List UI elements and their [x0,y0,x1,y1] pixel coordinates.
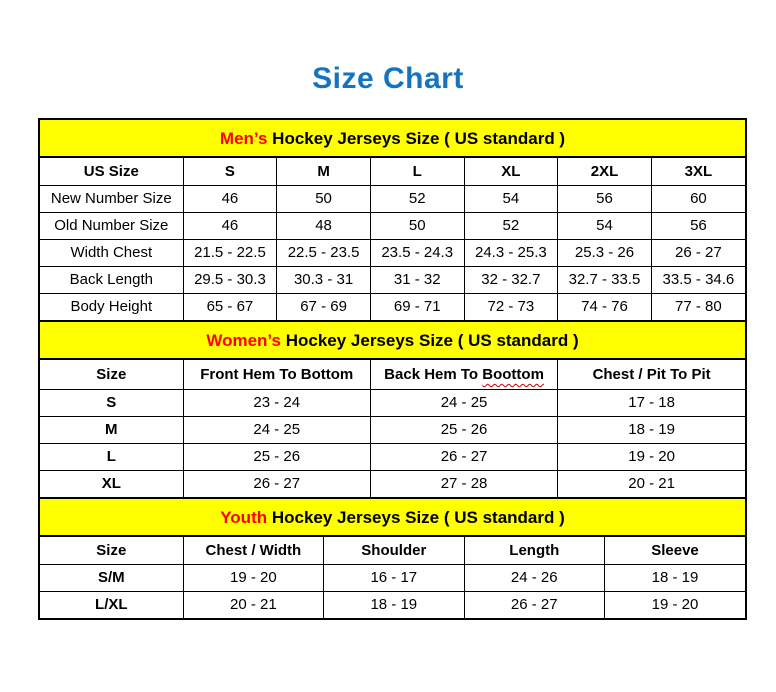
table-row [40,564,745,591]
size-value: 72 - 73 [464,293,558,320]
column-header: Front Hem To Bottom [183,360,370,389]
size-value: 19 - 20 [558,443,745,470]
size-value: 24 - 26 [464,564,604,591]
size-value: 29.5 - 30.3 [183,266,277,293]
size-value: 19 - 20 [183,564,323,591]
table-row [40,212,745,239]
row-label: L/XL [40,591,183,618]
size-value: 46 [183,212,277,239]
size-value: 54 [558,212,652,239]
mens-section [40,120,745,320]
youth-size-table [40,537,745,618]
header-row [40,360,745,389]
column-header: XL [464,158,558,185]
column-header: Back Hem To Boottom [370,360,557,389]
size-value: 18 - 19 [324,591,464,618]
size-value: 67 - 69 [277,293,371,320]
size-value: 32.7 - 33.5 [558,266,652,293]
header-row [40,537,745,564]
size-value: 24 - 25 [370,389,557,416]
row-label: S [40,389,183,416]
youth-section-header-band [40,497,745,537]
size-value: 50 [370,212,464,239]
table-row [40,591,745,618]
size-value: 24.3 - 25.3 [464,239,558,266]
page-title: Size Chart [312,62,464,95]
table-row [40,470,745,497]
size-value: 25 - 26 [183,443,370,470]
size-chart-container [38,118,747,620]
size-value: 18 - 19 [558,416,745,443]
womens-size-table [40,360,745,497]
size-value: 54 [464,185,558,212]
column-header: Chest / Pit To Pit [558,360,745,389]
band-title-text: Hockey Jerseys Size ( US standard ) [267,508,565,527]
size-value: 30.3 - 31 [277,266,371,293]
table-row [40,416,745,443]
size-value: 27 - 28 [370,470,557,497]
size-value: 77 - 80 [651,293,745,320]
size-value: 74 - 76 [558,293,652,320]
row-label: Body Height [40,293,183,320]
size-value: 23.5 - 24.3 [370,239,464,266]
column-header: 3XL [651,158,745,185]
size-value: 33.5 - 34.6 [651,266,745,293]
row-label: New Number Size [40,185,183,212]
column-header: US Size [40,158,183,185]
band-title-text: Hockey Jerseys Size ( US standard ) [267,129,566,148]
misspelled-word: Boottom [482,365,544,383]
size-value: 56 [558,185,652,212]
size-value: 26 - 27 [370,443,557,470]
youth-section [40,497,745,618]
mens-section-header-band [40,120,745,158]
size-value: 65 - 67 [183,293,277,320]
table-row [40,185,745,212]
size-value: 26 - 27 [651,239,745,266]
size-value: 46 [183,185,277,212]
table-row [40,266,745,293]
column-header: M [277,158,371,185]
column-header: Sleeve [605,537,745,564]
row-label: XL [40,470,183,497]
size-value: 16 - 17 [324,564,464,591]
size-value: 31 - 32 [370,266,464,293]
size-value: 50 [277,185,371,212]
size-value: 25 - 26 [370,416,557,443]
column-header: Chest / Width [183,537,323,564]
band-highlight-word: Youth [220,508,268,527]
column-header: Shoulder [324,537,464,564]
column-header: 2XL [558,158,652,185]
column-header: Size [40,537,183,564]
womens-section [40,320,745,497]
row-label: M [40,416,183,443]
size-value: 60 [651,185,745,212]
size-value: 19 - 20 [605,591,745,618]
size-value: 20 - 21 [558,470,745,497]
size-value: 56 [651,212,745,239]
table-row [40,293,745,320]
row-label: L [40,443,183,470]
row-label: Back Length [40,266,183,293]
column-header: L [370,158,464,185]
row-label: Width Chest [40,239,183,266]
band-highlight-word: Men’s [219,129,268,148]
band-title-text: Hockey Jerseys Size ( US standard ) [280,331,579,350]
size-value: 69 - 71 [370,293,464,320]
size-value: 21.5 - 22.5 [183,239,277,266]
column-header: Length [464,537,604,564]
table-row [40,443,745,470]
size-value: 20 - 21 [183,591,323,618]
header-row [40,158,745,185]
size-value: 18 - 19 [605,564,745,591]
column-header: S [183,158,277,185]
row-label: S/M [40,564,183,591]
size-value: 17 - 18 [558,389,745,416]
size-value: 48 [277,212,371,239]
size-value: 23 - 24 [183,389,370,416]
table-row [40,389,745,416]
size-value: 26 - 27 [464,591,604,618]
row-label: Old Number Size [40,212,183,239]
size-value: 24 - 25 [183,416,370,443]
size-value: 25.3 - 26 [558,239,652,266]
table-row [40,239,745,266]
size-value: 52 [464,212,558,239]
size-value: 22.5 - 23.5 [277,239,371,266]
band-highlight-word: Women’s [206,331,281,350]
size-value: 32 - 32.7 [464,266,558,293]
size-value: 26 - 27 [183,470,370,497]
size-value: 52 [370,185,464,212]
mens-size-table [40,158,745,320]
womens-section-header-band [40,320,745,360]
column-header: Size [40,360,183,389]
